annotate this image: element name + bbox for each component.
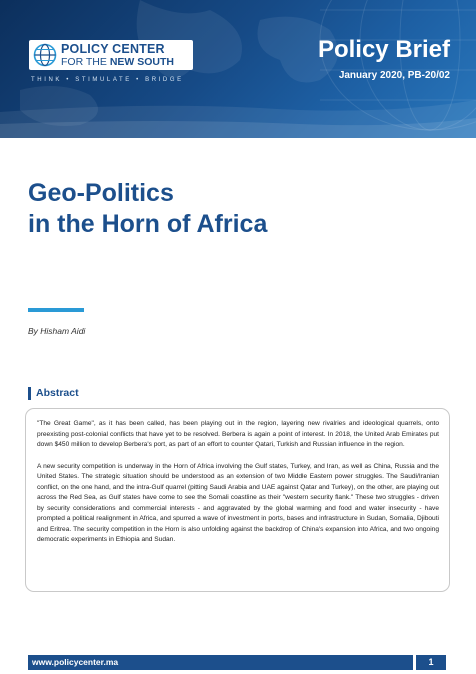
logo-subname — [61, 56, 174, 68]
abstract-marker — [28, 387, 31, 400]
title-divider — [28, 308, 84, 312]
globe-grid-icon — [33, 43, 57, 67]
footer-bar — [28, 655, 413, 670]
abstract-box — [25, 408, 450, 592]
website-link[interactable]: www.policycenter.ma — [32, 657, 119, 667]
abstract-paragraph-1: "The Great Game", as it has been called, has been playing out in the region, layering new rivalries and ideological quarrels, onto preexisting post-colonial conflicts that have yet to be resolved. Berbera is again a point of interest. In 2018, the United Arab Emirates put down $450 million to develop Berbera's port, as part of an effort to counter Qatari, Turkish and Russian influence in the region. — [37, 420, 439, 448]
logo-subname-prefix: FOR THE — [61, 56, 107, 68]
document-title-line1: Geo-Politics — [28, 179, 174, 207]
policy-center-logo — [29, 40, 193, 70]
header-banner — [0, 0, 476, 138]
logo-name: POLICY CENTER — [61, 42, 165, 56]
author-byline: By Hisham Aidi — [28, 326, 86, 336]
document-title — [28, 178, 267, 240]
page-number: 1 — [416, 655, 446, 670]
document-title-line2: in the Horn of Africa — [28, 210, 268, 238]
logo-subname-bold: NEW SOUTH — [109, 56, 174, 68]
logo-tagline: THINK • STIMULATE • BRIDGE — [31, 77, 184, 83]
publication-type: Policy Brief — [317, 36, 450, 63]
abstract-heading: Abstract — [36, 387, 79, 399]
publication-date: January 2020, PB-20/02 — [338, 70, 450, 81]
abstract-paragraph-2: A new security competition is underway in the Horn of Africa involving the Gulf states, Turkey, and Iran, as well as China, Russia and the United States. The strategic situation should be understood as an extension of two Middle Eastern power struggles. The Saudi/Iranian conflict, on the one hand, and the intra-Gulf quarrel (pitting Saudi Arabia and UAE against Qatar and Turkey), on the other, are playing out across the Red Sea, as Gulf states have come to see the Somali coastline as their "western security flank." These two struggles - driven by security considerations and commercial interests - and aggravated by the global warming and food and water insecurity - have prompted a political realignment in Africa, and spurred a wave of investment in ports, bases and infrastructure in Sudan, Somalia, Djibouti and Eritrea. The security competition in the Horn is also unfolding against the backdrop of China's expansion into Africa, and two ongoing democratic experiments in Ethiopia and Sudan. — [37, 462, 439, 543]
